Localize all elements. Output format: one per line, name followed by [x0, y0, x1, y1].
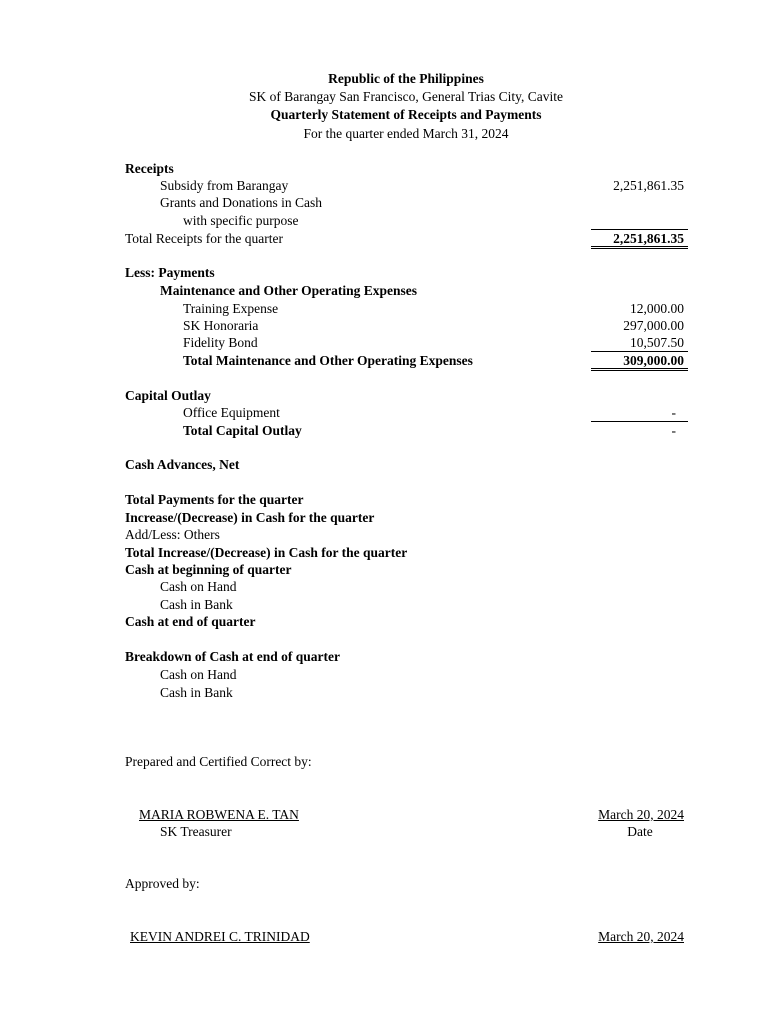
total-receipts-label: Total Receipts for the quarter: [125, 231, 283, 246]
breakdown-cash-on-hand-label: Cash on Hand: [160, 667, 237, 682]
total-receipts-value: 2,251,861.35: [613, 231, 684, 246]
cash-on-hand-label: Cash on Hand: [160, 579, 237, 594]
preparer-title: SK Treasurer: [160, 824, 232, 839]
receipts-rule: [591, 229, 688, 230]
office-equipment-label: Office Equipment: [183, 405, 280, 420]
cash-end-label: Cash at end of quarter: [125, 614, 256, 629]
prepared-by-label: Prepared and Certified Correct by:: [125, 754, 312, 769]
add-less-others-label: Add/Less: Others: [125, 527, 220, 542]
header-republic: Republic of the Philippines: [328, 71, 484, 86]
payment-item-label: SK Honoraria: [183, 318, 259, 333]
header-sk-barangay: SK of Barangay San Francisco, General Trias City, Cavite: [248, 89, 564, 104]
cash-beginning-label: Cash at beginning of quarter: [125, 562, 292, 577]
mooe-total-label: Total Maintenance and Other Operating Expenses: [183, 353, 473, 368]
payment-item-label: Fidelity Bond: [183, 335, 258, 350]
subsidy-value: 2,251,861.35: [613, 178, 684, 193]
approved-by-label: Approved by:: [125, 876, 200, 891]
receipts-double-rule: [591, 246, 688, 249]
grants-sub-label: with specific purpose: [183, 213, 299, 228]
grants-label: Grants and Donations in Cash: [160, 195, 322, 210]
preparer-date: March 20, 2024: [598, 807, 684, 822]
mooe-rule: [591, 351, 688, 352]
approver-date: March 20, 2024: [598, 929, 684, 944]
approver-name: KEVIN ANDREI C. TRINIDAD: [130, 929, 310, 944]
payment-item-value: 297,000.00: [623, 318, 684, 333]
cash-advances-label: Cash Advances, Net: [125, 457, 240, 472]
total-increase-label: Total Increase/(Decrease) in Cash for the quarter: [125, 545, 408, 560]
total-payments-label: Total Payments for the quarter: [125, 492, 304, 507]
office-equipment-value: -: [671, 405, 676, 420]
capital-outlay-heading: Capital Outlay: [125, 388, 211, 403]
header-statement-title: Quarterly Statement of Receipts and Payments: [270, 107, 542, 122]
subsidy-label: Subsidy from Barangay: [160, 178, 289, 193]
cash-in-bank-label: Cash in Bank: [160, 597, 233, 612]
date-caption: Date: [627, 824, 653, 839]
breakdown-cash-in-bank-label: Cash in Bank: [160, 685, 233, 700]
capital-outlay-total-label: Total Capital Outlay: [183, 423, 302, 438]
capital-outlay-rule: [591, 421, 688, 422]
mooe-heading: Maintenance and Other Operating Expenses: [160, 283, 418, 298]
payment-item-value: 12,000.00: [630, 301, 684, 316]
receipts-heading: Receipts: [125, 161, 174, 176]
increase-decrease-label: Increase/(Decrease) in Cash for the quarter: [125, 510, 375, 525]
payments-heading: Less: Payments: [125, 265, 215, 280]
preparer-name: MARIA ROBWENA E. TAN: [139, 807, 299, 822]
payment-item-label: Training Expense: [183, 301, 279, 316]
header-period: For the quarter ended March 31, 2024: [303, 126, 509, 141]
mooe-double-rule: [591, 368, 688, 371]
payment-item-value: 10,507.50: [630, 335, 684, 350]
breakdown-heading: Breakdown of Cash at end of quarter: [125, 649, 341, 664]
mooe-total-value: 309,000.00: [623, 353, 684, 368]
capital-outlay-total-value: -: [671, 423, 676, 438]
